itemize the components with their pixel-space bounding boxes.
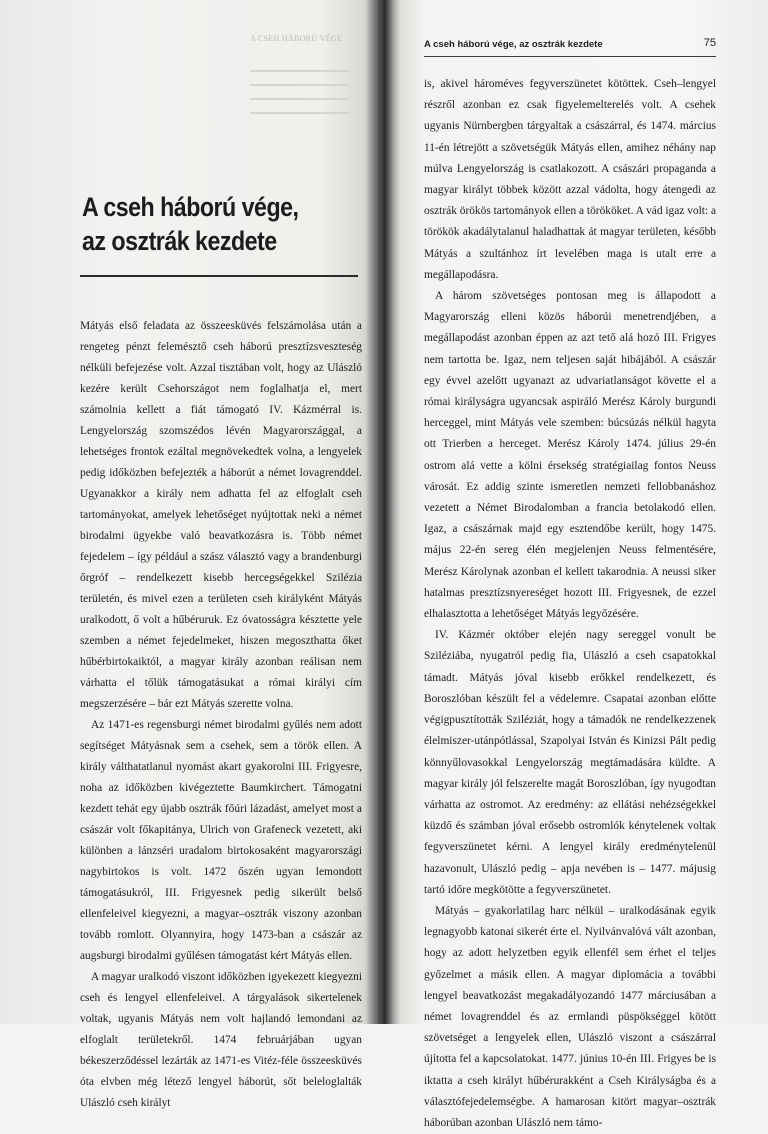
chapter-title xyxy=(82,190,314,258)
running-head-title: A cseh háború vége, az osztrák kezdete xyxy=(424,39,603,50)
left-body-text xyxy=(80,316,362,1114)
bleed-through-header: A CSEH HÁBORÚ VÉGE xyxy=(250,34,343,43)
chapter-title-line-1: A cseh háború vége, xyxy=(82,192,299,222)
book-gutter-shadow xyxy=(366,0,400,1024)
running-head-rule xyxy=(424,56,716,57)
paragraph: is, akivel hároméves fegyverszünetet kötöttek. Cseh–lengyel részről azonban ez csak figyelemelterelés volt. A csehek ugyanis Nürnbergben tárgyaltak a császárral, és 1474. március 11-én létrejött a szövetségük Mátyás ellen, amihez néhány nap múlva Lengyelország is csatlakozott. A császári propaganda a magyar királyt többek között azzal vádolta, hogy átengedi az osztrák örökös tartományok ellen a törököket. A vád igaz volt: a törökök akadálytalanul haladhattak át magyar területen, később Mátyás a szultánhoz írt levelében maga is utalt erre a megállapodásra. xyxy=(424,78,716,281)
paragraph: Az 1471-es regensburgi német birodalmi gyűlés nem adott segítséget Mátyásnak sem a csehek, sem a török ellen. A király válthatatlanul nyomást akart gyakorolni III. Frigyesre, noha az időközben kivégeztette Baumkirchert. Támogatni kezdett tehát egy újabb osztrák főúri lázadást, amelyet most a császár volt főkapitánya, Ulrich von Grafeneck vezetett, aki különben a lánzséri uradalom birtokosaként magyarországi nagybirtokos is volt. 1472 őszén ugyan lemondott támogatásukról, III. Frigyesnek pedig sikerült belső ellenfeleivel kiegyezni, a magyar–osztrák viszony azonban tovább romlott. Olyannyira, hogy 1473-ban a császár az augsburgi birodalmi gyűlésen támogatást kért Mátyás ellen. xyxy=(80,719,362,962)
left-page xyxy=(0,0,378,1109)
paragraph: A magyar uralkodó viszont időközben igyekezett kiegyezni cseh és lengyel ellenfeleivel. A tárgyalások sikertelenek voltak, ugyanis Mátyás nem volt hajlandó lemondani az elfoglalt területekről. 1474 februárjában ugyan békeszerződéssel lezárták az 1471-es Vitéz-féle összeesküvés óta elvben még létező lengyel háborút, sőt beleloglalták Ulászló cseh királyt xyxy=(80,971,362,1109)
paragraph: Mátyás – gyakorlatilag harc nélkül – uralkodásának egyik legnagyobb katonai sikerét érte el. Nyilvánvalóvá vált azonban, hogy az adott helyzetben egyik ellenfél sem érhet el teljes győzelmet a másik ellen. A magyar diplomácia a további lengyel beavatkozást megakadályozandó 1477 márciusában a német lovagrenddel és az ermlandi püspökséggel kötött szövetséget a lengyelek ellen, Ulászló viszont a császárral újította fel a kapcsolatokat. 1477. június 10-én III. Frigyes be is iktatta a cseh királyt hűbérurakként a Cseh Királyságba és a választófejedelemségbe. A hamarosan kitört magyar–osztrák háborúban azonban Ulászló nem támo- xyxy=(424,904,716,1129)
paragraph: IV. Kázmér október elején nagy sereggel vonult be Sziléziába, nyugatról pedig fia, Ulászló a cseh csapatokkal támadt. Mátyás jóval kisebb erőkkel rendelkezett, és Boroszlóban készült fel a védelemre. Csapatai azonban előtte végigpusztították Sziléziát, hogy a támadók ne rendelkezzenek élelmiszer-utánpótlással, Szapolyai István és Kinizsi Pált pedig könnyűlovasokkal Lengyelország megtámadására küldte. A magyar király jól felszerelte magát Boroszlóban, így nyugodtan várhatta az ostromot. Az eredmény: az ellátási nehézségekkel küzdő és számban jóval erősebb ostromlók kénytelenek voltak fegyverszünetet kérni. A lengyel király eredménytelenül hazavonult, Ulászló pedig – apja nevében is – 1477. májusig tartó időre megkötötte a fegyverszünetet. xyxy=(424,629,716,896)
paragraph: Mátyás első feladata az összeesküvés felszámolása után a rengeteg pénzt felemésztő cseh háború presztízsveszteség nélküli befejezése volt. Azzal tisztában volt, hogy az Ulászló kezére került Csehországot nem foglalhatja el, mert számolnia kellett a fiát támogató IV. Kázmérral is. Lengyelország szomszédos lévén Magyarországgal, a lehetséges frontok ezáltal megnövekedtek volna, a lengyelek pedig időközben befejezték a háborút a német lovagrenddel. Ugyanakkor a király nem adhatta fel az elfoglalt cseh tartományokat, amelyek lehetőséget nyújtottak neki a német birodalmi ügyekbe való beavatkozásra is. Több német fejedelem – így például a szász választó vagy a brandenburgi őrgróf – rendelkezett kisebb hercegségekkel Szilézia területén, és mivel ezen a területen cseh királyként Mátyás uralkodott, ő volt a hűbéruruk. Ez óvatosságra késztette yele szemben a német fejedelmeket, hiszen megoszthatta őket hűbérbirtokaiktól, a magyar király azonban reálisan nem várhatta el tőlük támogatásukat a római királyi cím megszerzésére – bár ezt Mátyás szerette volna. xyxy=(80,320,362,710)
chapter-title-line-2: az osztrák kezdete xyxy=(82,226,277,256)
bleed-through-text xyxy=(250,70,350,126)
right-body-text xyxy=(424,74,716,1134)
title-underline xyxy=(80,275,358,277)
page-number: 75 xyxy=(703,37,716,49)
paragraph: A három szövetséges pontosan meg is állapodott a Magyarország elleni közös háborúi menetrendjében, a megállapodást azonban éppen az azt tető alá hozó III. Frigyes nem tartotta be. Igaz, nem teljesen saját hibájából. A császár egy évvel azelőtt ugyanazt az udvariatlanságot követte el a római királyságra ugyancsak aspiráló Merész Károly burgundi herceggel, mint Mátyás vele szemben: búcsúzás nélkül hagyta ott Trierben a herceget. Merész Károly 1474. július 29-én ostrom alá vette a kölni érsekség stratégiailag fontos Neuss városát. Ez addig szinte ismeretlen nemzeti fellobbanáshoz vezetett a Német Birodalomban a francia betolakodó ellen. Igaz, a császárnak majd egy esztendőbe került, hogy 1475. május 22-én sereg élén megjelenjen Neuss felmentésére, Merész Károlynak azonban el kellett takarodnia. A neussi siker hatalmas presztízsnyereséget hozott III. Frigyesnek, de ezzel elhalasztotta a lehetőséget Mátyás legyőzésére. xyxy=(424,290,716,621)
